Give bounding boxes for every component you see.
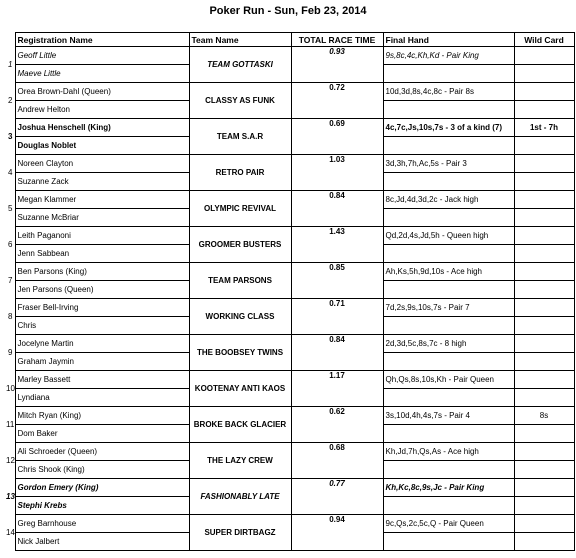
race-time: 0.85: [291, 263, 383, 299]
team-name: TEAM GOTTASKI: [189, 47, 291, 83]
wild-card: [514, 479, 574, 497]
registrant-name: Jen Parsons (Queen): [15, 281, 189, 299]
team-name: THE BOOBSEY TWINS: [189, 335, 291, 371]
table-row: [4, 443, 574, 461]
header-number: [4, 33, 15, 47]
wild-card-empty: [514, 173, 574, 191]
race-time: 0.68: [291, 443, 383, 479]
table-row: [4, 119, 574, 137]
row-number: 11: [6, 419, 15, 429]
registrant-name: Ben Parsons (King): [15, 263, 189, 281]
header-hand: Final Hand: [383, 33, 514, 47]
header-registration: Registration Name: [15, 33, 189, 47]
final-hand-empty: [383, 317, 514, 335]
row-number: 13: [6, 491, 15, 501]
final-hand: 2d,3d,5c,8s,7c - 8 high: [383, 335, 514, 353]
registrant-name: Geoff Little: [15, 47, 189, 65]
race-time: 0.71: [291, 299, 383, 335]
final-hand-empty: [383, 245, 514, 263]
final-hand: 9c,Qs,2c,5c,Q - Pair Queen: [383, 515, 514, 533]
final-hand-empty: [383, 389, 514, 407]
final-hand: Ah,Ks,5h,9d,10s - Ace high: [383, 263, 514, 281]
final-hand: Qh,Qs,8s,10s,Kh - Pair Queen: [383, 371, 514, 389]
wild-card: [514, 227, 574, 245]
table-row: [4, 191, 574, 209]
team-name: KOOTENAY ANTI KAOS: [189, 371, 291, 407]
final-hand: Kh,Kc,8c,9s,Jc - Pair King: [383, 479, 514, 497]
header-wild: Wild Card: [514, 33, 574, 47]
wild-card-empty: [514, 533, 574, 551]
table-row: [4, 47, 574, 65]
team-name: BROKE BACK GLACIER: [189, 407, 291, 443]
race-time: 0.93: [291, 47, 383, 83]
wild-card-empty: [514, 65, 574, 83]
team-name: FASHIONABLY LATE: [189, 479, 291, 515]
wild-card: 1st - 7h: [514, 119, 574, 137]
registrant-name: Jenn Sabbean: [15, 245, 189, 263]
wild-card-empty: [514, 461, 574, 479]
table-row: [4, 335, 574, 353]
table-row: [4, 263, 574, 281]
registrant-name: Chris: [15, 317, 189, 335]
final-hand-empty: [383, 281, 514, 299]
page-title: Poker Run - Sun, Feb 23, 2014: [209, 5, 367, 17]
registrant-name: Andrew Helton: [15, 101, 189, 119]
registrant-name: Ali Schroeder (Queen): [15, 443, 189, 461]
row-number: 10: [6, 383, 15, 393]
wild-card: [514, 263, 574, 281]
registrant-name: Suzanne Zack: [15, 173, 189, 191]
row-number: 3: [8, 131, 13, 141]
wild-card: [514, 515, 574, 533]
header-team: Team Name: [189, 33, 291, 47]
final-hand-empty: [383, 533, 514, 551]
race-time: 0.94: [291, 515, 383, 551]
final-hand-empty: [383, 65, 514, 83]
wild-card-empty: [514, 101, 574, 119]
final-hand-empty: [383, 101, 514, 119]
final-hand-empty: [383, 497, 514, 515]
final-hand: 10d,3d,8s,4c,8c - Pair 8s: [383, 83, 514, 101]
row-number: 5: [8, 203, 13, 213]
table-row: [4, 155, 574, 173]
race-time: 0.69: [291, 119, 383, 155]
registrant-name: Lyndiana: [15, 389, 189, 407]
wild-card: [514, 335, 574, 353]
race-time: 0.84: [291, 335, 383, 371]
wild-card: [514, 83, 574, 101]
wild-card: 8s: [514, 407, 574, 425]
row-number: 6: [8, 239, 13, 249]
final-hand: 4c,7c,Js,10s,7s - 3 of a kind (7): [383, 119, 514, 137]
race-time: 0.84: [291, 191, 383, 227]
wild-card-empty: [514, 317, 574, 335]
final-hand: Kh,Jd,7h,Qs,As - Ace high: [383, 443, 514, 461]
registrant-name: Maeve Little: [15, 65, 189, 83]
registrant-name: Megan Klammer: [15, 191, 189, 209]
table-row: [4, 227, 574, 245]
registrant-name: Joshua Henschell (King): [15, 119, 189, 137]
wild-card-empty: [514, 281, 574, 299]
final-hand: 9s,8c,4c,Kh,Kd - Pair King: [383, 47, 514, 65]
row-number: 12: [6, 455, 15, 465]
wild-card-empty: [514, 497, 574, 515]
wild-card-empty: [514, 389, 574, 407]
registrant-name: Nick Jalbert: [15, 533, 189, 551]
row-number: 4: [8, 167, 13, 177]
team-name: WORKING CLASS: [189, 299, 291, 335]
team-name: GROOMER BUSTERS: [189, 227, 291, 263]
registrant-name: Suzanne McBriar: [15, 209, 189, 227]
results-body: [4, 47, 574, 551]
registrant-name: Marley Bassett: [15, 371, 189, 389]
wild-card: [514, 443, 574, 461]
registrant-name: Douglas Noblet: [15, 137, 189, 155]
wild-card: [514, 47, 574, 65]
table-row: [4, 299, 574, 317]
race-time: 0.62: [291, 407, 383, 443]
final-hand-empty: [383, 353, 514, 371]
table-row: [4, 371, 574, 389]
final-hand: Qd,2d,4s,Jd,5h - Queen high: [383, 227, 514, 245]
team-name: CLASSY AS FUNK: [189, 83, 291, 119]
team-name: SUPER DIRTBAGZ: [189, 515, 291, 551]
registrant-name: Fraser Bell-Irving: [15, 299, 189, 317]
team-name: OLYMPIC REVIVAL: [189, 191, 291, 227]
final-hand: 8c,Jd,4d,3d,2c - Jack high: [383, 191, 514, 209]
registrant-name: Chris Shook (King): [15, 461, 189, 479]
registrant-name: Mitch Ryan (King): [15, 407, 189, 425]
table-row: [4, 515, 574, 533]
header-time: TOTAL RACE TIME: [291, 33, 383, 47]
wild-card-empty: [514, 245, 574, 263]
race-time: 1.17: [291, 371, 383, 407]
registrant-name: Stephi Krebs: [15, 497, 189, 515]
final-hand-empty: [383, 209, 514, 227]
row-number: 7: [8, 275, 13, 285]
race-time: 0.72: [291, 83, 383, 119]
registrant-name: Dom Baker: [15, 425, 189, 443]
registrant-name: Gordon Emery (King): [15, 479, 189, 497]
row-number: 8: [8, 311, 13, 321]
row-number: 1: [8, 59, 13, 69]
table-row: [4, 83, 574, 101]
final-hand: 3s,10d,4h,4s,7s - Pair 4: [383, 407, 514, 425]
row-number: 2: [8, 95, 13, 105]
row-number: 9: [8, 347, 13, 357]
team-name: TEAM PARSONS: [189, 263, 291, 299]
registrant-name: Graham Jaymin: [15, 353, 189, 371]
registrant-name: Orea Brown-Dahl (Queen): [15, 83, 189, 101]
table-row: [4, 407, 574, 425]
registrant-name: Greg Barnhouse: [15, 515, 189, 533]
header-row: [4, 33, 574, 47]
wild-card: [514, 191, 574, 209]
race-time: 0.77: [291, 479, 383, 515]
final-hand: 7d,2s,9s,10s,7s - Pair 7: [383, 299, 514, 317]
registrant-name: Leith Paganoni: [15, 227, 189, 245]
wild-card-empty: [514, 209, 574, 227]
team-name: THE LAZY CREW: [189, 443, 291, 479]
wild-card-empty: [514, 425, 574, 443]
row-number: 14: [6, 527, 15, 537]
wild-card: [514, 299, 574, 317]
team-name: TEAM S.A.R: [189, 119, 291, 155]
results-table: [4, 32, 575, 551]
race-time: 1.43: [291, 227, 383, 263]
team-name: RETRO PAIR: [189, 155, 291, 191]
final-hand-empty: [383, 137, 514, 155]
registrant-name: Noreen Clayton: [15, 155, 189, 173]
table-row: [4, 479, 574, 497]
wild-card-empty: [514, 137, 574, 155]
final-hand: 3d,3h,7h,Ac,5s - Pair 3: [383, 155, 514, 173]
race-time: 1.03: [291, 155, 383, 191]
final-hand-empty: [383, 173, 514, 191]
wild-card: [514, 371, 574, 389]
registrant-name: Jocelyne Martin: [15, 335, 189, 353]
wild-card: [514, 155, 574, 173]
final-hand-empty: [383, 425, 514, 443]
final-hand-empty: [383, 461, 514, 479]
wild-card-empty: [514, 353, 574, 371]
